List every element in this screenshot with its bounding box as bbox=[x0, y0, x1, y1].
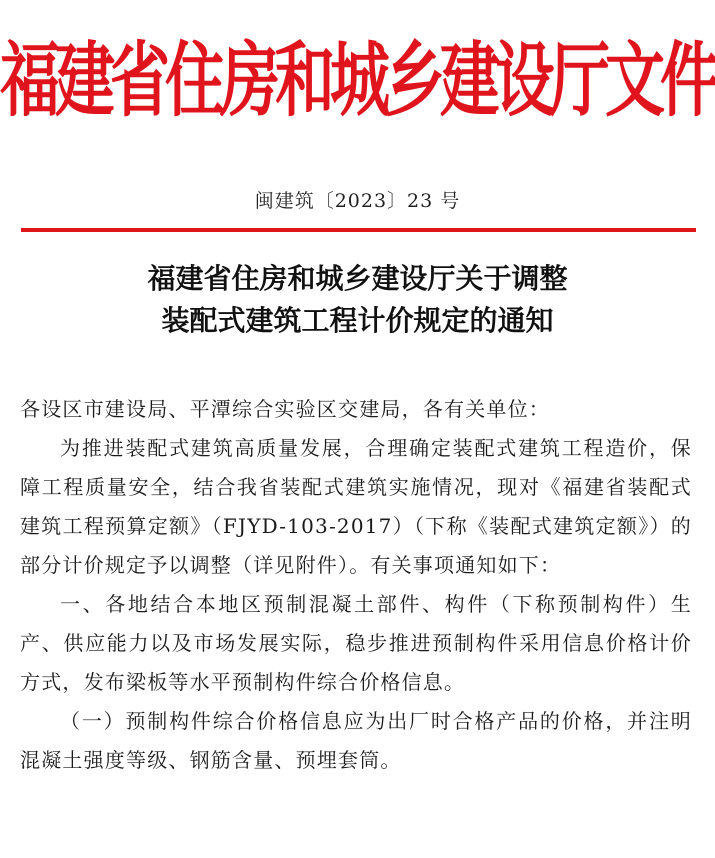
body-paragraph-3: （一）预制构件综合价格信息应为出厂时合格产品的价格，并注明混凝土强度等级、钢筋含量、预埋套筒。 bbox=[20, 709, 692, 772]
red-divider-rule bbox=[21, 228, 696, 232]
masthead-title: 福建省住房和城乡建设厅文件 bbox=[0, 34, 715, 129]
body-paragraph-1: 为推进装配式建筑高质量发展，合理确定装配式建筑工程造价，保障工程质量安全，结合我省装配式建筑实施情况，现对《福建省装配式建筑工程预算定额》（FJYD-103-2017）（下称《装配式建筑定额》）的部分计价规定予以调整（详见附件）。有关事项通知如下： bbox=[20, 436, 692, 577]
document-title-line-1: 福建省住房和城乡建设厅关于调整 bbox=[147, 262, 568, 295]
document-body bbox=[20, 390, 692, 780]
body-paragraph-2: 一、各地结合本地区预制混凝土部件、构件（下称预制构件）生产、供应能力以及市场发展实际，稳步推进预制构件采用信息价格计价方式，发布梁板等水平预制构件综合价格信息。 bbox=[20, 592, 692, 694]
document-number: 闽建筑〔2023〕23 号 bbox=[254, 190, 461, 212]
document-title bbox=[0, 258, 715, 342]
salutation: 各设区市建设局、平潭综合实验区交建局，各有关单位： bbox=[20, 397, 550, 421]
document-title-line-2: 装配式建筑工程计价规定的通知 bbox=[161, 304, 554, 337]
